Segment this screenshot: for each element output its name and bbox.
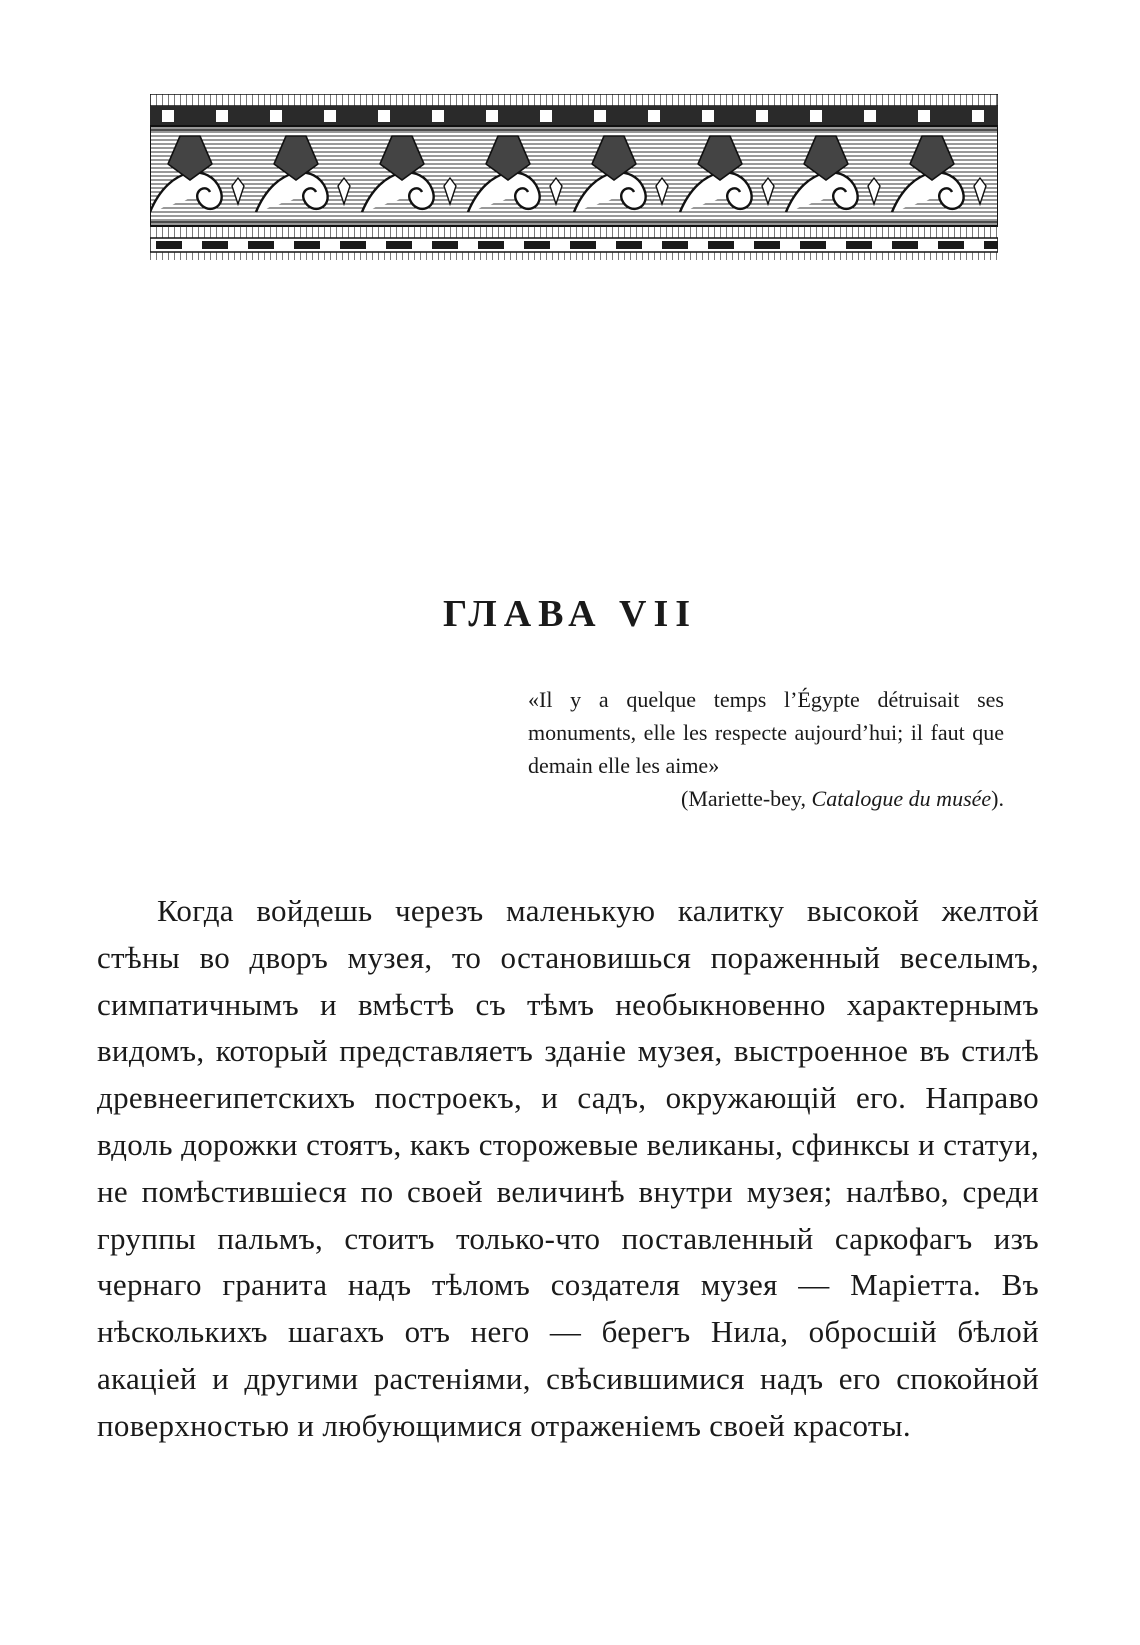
- egyptian-lotus-border-ornament: [150, 94, 998, 264]
- epigraph-author: (Mariette-bey,: [681, 786, 812, 811]
- epigraph-attribution-end: ).: [991, 786, 1004, 811]
- chapter-title: ГЛАВА VII: [442, 593, 698, 635]
- epigraph: [528, 683, 1004, 815]
- body-paragraph: Когда войдешь черезъ маленькую калитку высокой желтой стѣны во дворъ музея, то остановишься пораженный веселымъ, симпатичнымъ и вмѣстѣ съ тѣмъ необыкновенно характернымъ видомъ, который представляетъ зданіе музея, выстроенное въ стилѣ древнеегипетскихъ построекъ, и садъ, окружающій его. Направо вдоль дорожки стоятъ, какъ сторожевые великаны, сфинксы и статуи, не помѣстившіеся по своей величинѣ внутри музея; налѣво, среди группы пальмъ, стоитъ только-что поставленный саркофагъ изъ чернаго гранита надъ тѣломъ создателя музея — Маріетта. Въ нѣсколькихъ шагахъ отъ него — берегъ Нила, обросшій бѣлой акаціей и другими растеніями, свѣсившимися надъ его спокойной поверхностью и любующимися отраженіемъ своей красоты.: [97, 893, 1039, 1443]
- epigraph-work-title: Catalogue du musée: [811, 786, 992, 811]
- epigraph-attribution: [528, 782, 1004, 815]
- epigraph-text: «Il y a quelque temps l’Égypte détruisait ses monuments, elle les respecte aujourd’hui; il faut que demain elle les aime»: [528, 687, 1004, 778]
